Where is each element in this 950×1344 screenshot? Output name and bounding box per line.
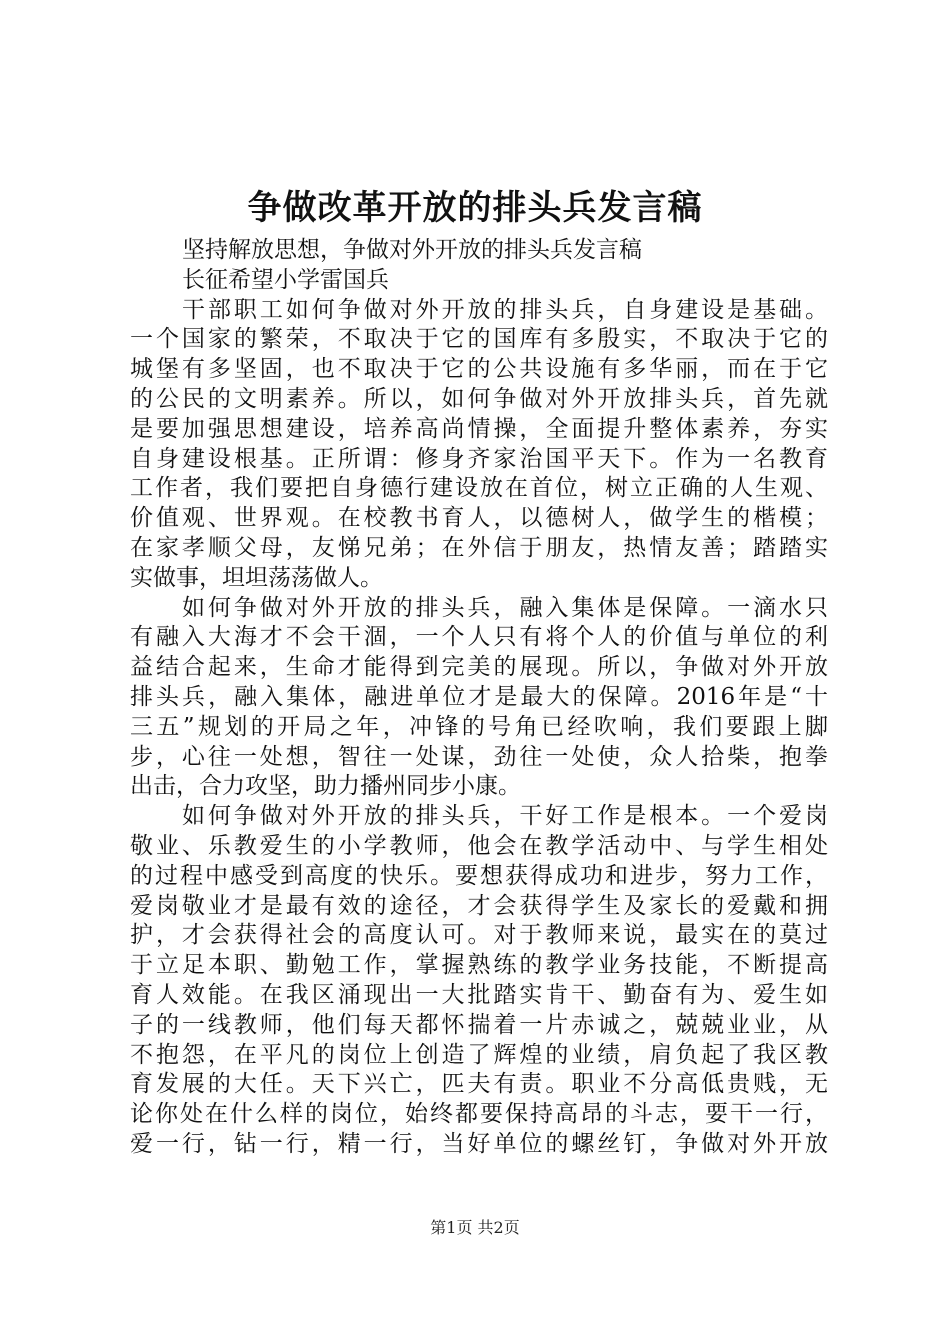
paragraph-line: 如何争做对外开放的排头兵，干好工作是根本。一个爱岗 <box>182 803 828 830</box>
paragraph-line: 敬业、乐教爱生的小学教师，他会在教学活动中、与学生相处 <box>130 832 828 859</box>
paragraph-line: 价值观、世界观。在校教书育人，以德树人，做学生的楷模； <box>130 505 828 532</box>
paragraph-line: 在家孝顺父母，友悌兄弟；在外信于朋友，热情友善；踏踏实 <box>130 534 828 561</box>
paragraph-line: 一个国家的繁荣，不取决于它的国库有多殷实，不取决于它的 <box>130 326 828 353</box>
paragraph-line: 排头兵，融入集体，融进单位才是最大的保障。2016年是“十 <box>130 683 828 710</box>
subheading-line: 坚持解放思想，争做对外开放的排头兵发言稿 <box>182 237 642 263</box>
paragraph-line: 是要加强思想建设，培养高尚情操，全面提升整体素养，夯实 <box>130 415 828 442</box>
paragraph-line: 子的一线教师，他们每天都怀揣着一片赤诚之，兢兢业业，从 <box>130 1011 828 1038</box>
paragraph-line: 如何争做对外开放的排头兵，融入集体是保障。一滴水只 <box>182 594 828 621</box>
paragraph-line: 爱岗敬业才是最有效的途径，才会获得学生及家长的爱戴和拥 <box>130 892 828 919</box>
paragraph-line: 育发展的大任。天下兴亡，匹夫有责。职业不分高低贵贱，无 <box>130 1071 828 1098</box>
document-body <box>130 236 828 1160</box>
page-number-footer: 第1页 共2页 <box>430 1218 520 1237</box>
paragraph-line: 爱一行，钻一行，精一行，当好单位的螺丝钉，争做对外开放 <box>130 1130 828 1157</box>
paragraph-line: 论你处在什么样的岗位，始终都要保持高昂的斗志，要干一行， <box>130 1101 828 1128</box>
paragraph-line: 实做事，坦坦荡荡做人。 <box>130 564 383 591</box>
author-line: 长征希望小学雷国兵 <box>182 266 389 293</box>
paragraph-line: 干部职工如何争做对外开放的排头兵，自身建设是基础。 <box>182 296 828 323</box>
paragraph-line: 工作者，我们要把自身德行建设放在首位，树立正确的人生观、 <box>130 475 828 502</box>
paragraph-line: 自身建设根基。正所谓：修身齐家治国平天下。作为一名教育 <box>130 445 828 472</box>
paragraph-line: 城堡有多坚固，也不取决于它的公共设施有多华丽，而在于它 <box>130 356 828 383</box>
paragraph-line: 护，才会获得社会的高度认可。对于教师来说，最实在的莫过 <box>130 922 828 949</box>
paragraph-line: 于立足本职、勤勉工作，掌握熟练的教学业务技能，不断提高 <box>130 952 828 979</box>
paragraph-line: 步，心往一处想，智往一处谋，劲往一处使，众人拾柴，抱拳 <box>130 743 828 770</box>
paragraph-line: 的过程中感受到高度的快乐。要想获得成功和进步，努力工作， <box>130 862 828 889</box>
paragraph-line: 益结合起来，生命才能得到完美的展现。所以，争做对外开放 <box>130 654 828 681</box>
paragraph-line: 的公民的文明素养。所以，如何争做对外开放排头兵，首先就 <box>130 385 828 412</box>
paragraph-line: 出击，合力攻坚，助力播州同步小康。 <box>130 773 521 800</box>
document-title: 争做改革开放的排头兵发言稿 <box>247 188 703 228</box>
paragraph-line: 不抱怨，在平凡的岗位上创造了辉煌的业绩，肩负起了我区教 <box>130 1041 828 1068</box>
paragraph-line: 三五”规划的开局之年，冲锋的号角已经吹响，我们要跟上脚 <box>130 713 828 740</box>
paragraph-line: 育人效能。在我区涌现出一大批踏实肯干、勤奋有为、爱生如 <box>130 981 828 1008</box>
paragraph-line: 有融入大海才不会干涸，一个人只有将个人的价值与单位的利 <box>130 624 828 651</box>
